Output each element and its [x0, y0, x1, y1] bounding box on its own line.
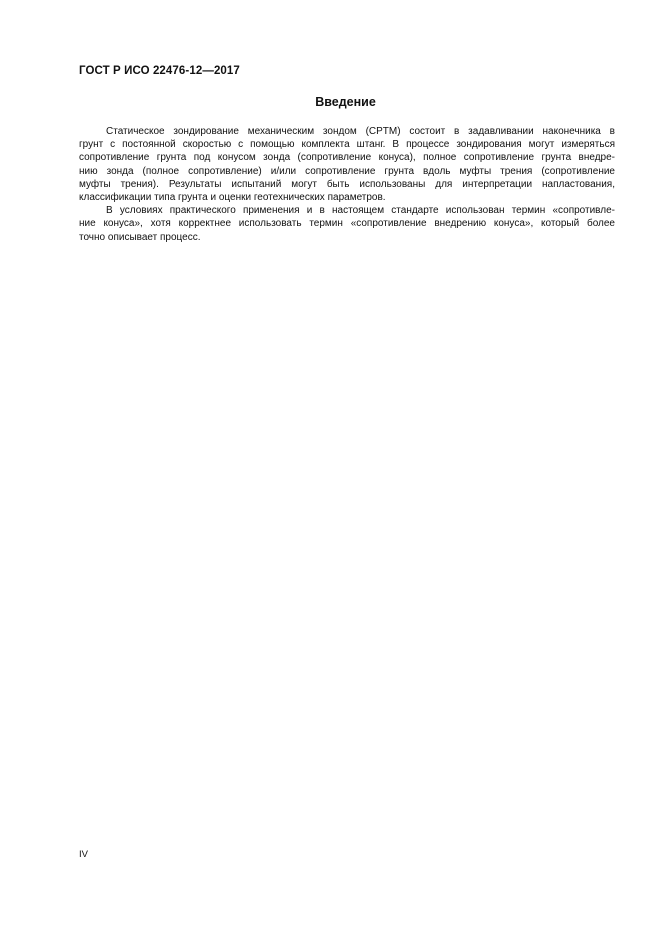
- paragraph-line: Статическое зондирование механическим зондом (CPTM) состоит в задавливании наконечника в: [106, 126, 615, 137]
- paragraph-line: муфты трения). Результаты испытаний могут быть использованы для интерпретации напластования,: [79, 178, 615, 190]
- document-header: ГОСТ Р ИСО 22476-12—2017: [79, 65, 240, 77]
- paragraph-line: нию зонда (полное сопротивление) и/или сопротивление грунта вдоль муфты трения (сопротивление: [79, 165, 615, 177]
- paragraph-line: сопротивление грунта под конусом зонда (сопротивление конуса), полное сопротивление грунта внедре-: [79, 152, 615, 164]
- introduction-body: [79, 125, 615, 244]
- page-number: IV: [79, 849, 88, 860]
- paragraph-line: точно описывает процесс.: [79, 231, 201, 243]
- paragraph-line: ние конуса», хотя корректнее использовать термин «сопротивление внедрению конуса», который более: [79, 218, 615, 230]
- paragraph-line: классификации типа грунта и оценки геотехнических параметров.: [79, 192, 386, 204]
- section-title: Введение: [315, 95, 376, 109]
- paragraph-line: грунт с постоянной скоростью с помощью комплекта штанг. В процессе зондирования могут измеряться: [79, 139, 615, 151]
- paragraph-line: В условиях практического применения и в настоящем стандарте использован термин «сопротивле-: [106, 205, 615, 217]
